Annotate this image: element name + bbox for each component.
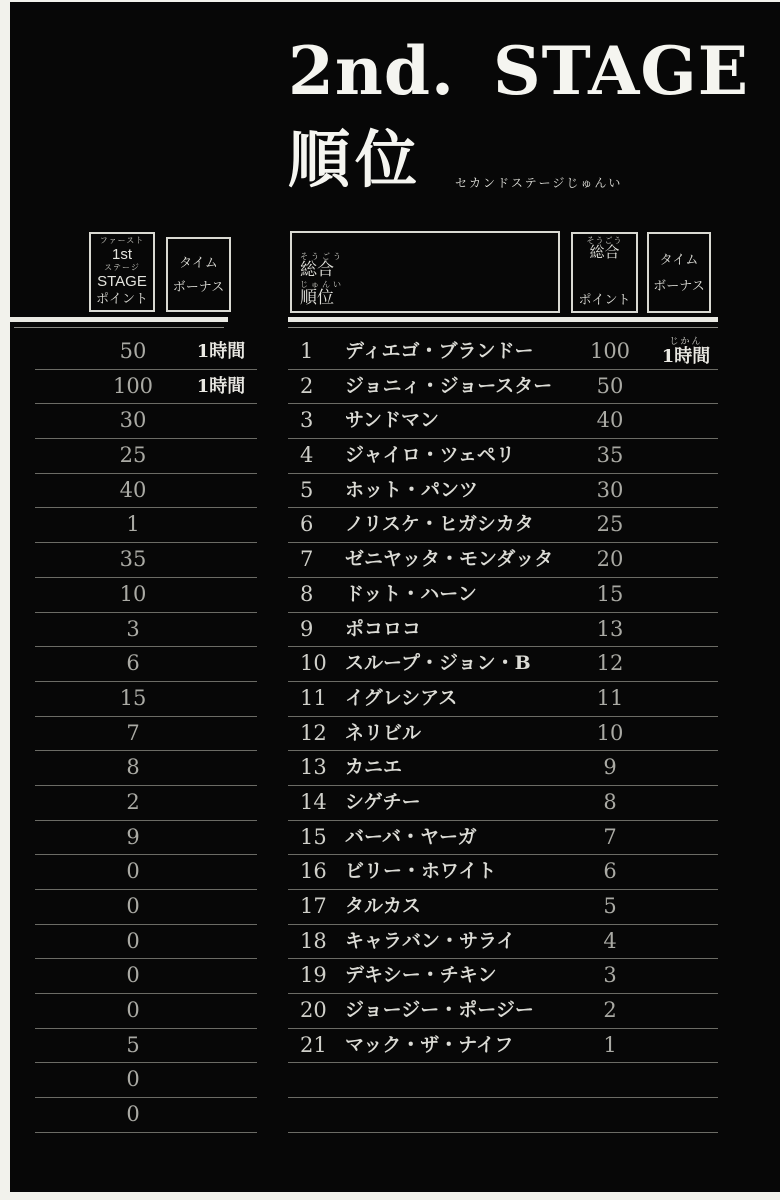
scan-edge-top: [0, 0, 780, 2]
first-stage-row: [35, 1063, 257, 1098]
first-stage-points-value: 5: [126, 1032, 140, 1057]
rank-group: [300, 281, 550, 307]
racer-name: ネリビル: [345, 721, 422, 744]
first-stage-points-value: 35: [119, 547, 147, 572]
furigana-sougou: そうごう: [300, 252, 344, 261]
first-stage-row: [35, 751, 257, 786]
overall-points-value: 4: [603, 928, 617, 953]
first-stage-row: [35, 613, 257, 648]
overall-ranking-table: [288, 335, 718, 1133]
ranking-row: [288, 890, 718, 925]
rank-number: 17: [300, 894, 327, 918]
first-stage-points-value: 0: [126, 894, 140, 918]
racer-name: スループ・ジョン・B: [345, 652, 531, 675]
ranking-row: [288, 1029, 718, 1064]
header-rule-right-thin: [288, 327, 718, 328]
first-stage-points-value: 1: [126, 512, 140, 537]
rank-number: 4: [300, 443, 314, 468]
first-stage-row: [35, 578, 257, 613]
first-stage-points-value: 10: [119, 581, 147, 606]
rank-number: 14: [300, 789, 327, 814]
racer-name: デキシー・チキン: [345, 964, 497, 987]
racer-name: シゲチー: [345, 790, 421, 813]
ranking-row: [288, 786, 718, 821]
first-stage-row: [35, 855, 257, 890]
racer-name: タルカス: [345, 895, 422, 917]
scan-edge-left: [0, 0, 10, 1200]
header-rule-left: [10, 317, 228, 322]
header-rule-left-thin: [14, 327, 224, 328]
ranking-row: [288, 717, 718, 752]
first-stage-row: [35, 508, 257, 543]
racer-name: バーバ・ヤーガ: [345, 825, 477, 848]
rank-number: 9: [300, 616, 314, 641]
first-stage-row: [35, 474, 257, 509]
rank-number: 12: [300, 720, 327, 745]
overall-points-value: 2: [603, 998, 617, 1023]
racer-name: ビリー・ホワイト: [345, 860, 497, 883]
first-stage-points-value: 6: [126, 651, 140, 676]
ranking-row: [288, 508, 718, 543]
overall-points-value: 13: [596, 616, 624, 641]
overall-points-value: 40: [596, 408, 624, 433]
time-bonus-furigana: じかん: [669, 336, 703, 347]
first-stage-points-value: 0: [126, 859, 140, 884]
ranking-row: [288, 925, 718, 960]
overall-points-value: 5: [603, 894, 617, 918]
first-stage-points-value: 40: [119, 477, 147, 502]
ranking-row: [288, 751, 718, 786]
first-stage-row: [35, 890, 257, 925]
page-title-furigana: セカンドステージじゅんい: [455, 176, 623, 190]
bonus-label: ボーナス: [172, 278, 225, 294]
ranking-row: [288, 1098, 718, 1133]
rank-number: 8: [300, 581, 314, 606]
page-title: 2nd. STAGE: [288, 32, 750, 110]
page-title-kanji: 順位: [288, 123, 423, 196]
header-time-bonus-left: [166, 237, 231, 312]
first-stage-row: [35, 717, 257, 752]
overall-points-value: 7: [603, 824, 617, 849]
rank-label: 順位: [300, 288, 334, 307]
rank-number: 10: [300, 651, 327, 676]
first-stage-row: [35, 682, 257, 717]
racer-name: ポコロコ: [345, 617, 422, 640]
first-stage-points-value: 0: [126, 1102, 140, 1127]
first-stage-row: [35, 439, 257, 474]
first-stage-points-column: [35, 335, 257, 1133]
scan-edge-bottom: [0, 1192, 780, 1200]
header-stage-label: STAGE: [97, 272, 147, 290]
furigana-sougou-points: そうごう: [586, 236, 623, 245]
ranking-row: [288, 682, 718, 717]
overall-label: 総合: [300, 260, 334, 279]
racer-name: イグレシアス: [345, 686, 458, 709]
rank-number: 7: [300, 547, 314, 572]
racer-name: ジョージー・ポージー: [345, 999, 534, 1022]
header-1st-stage-points: [89, 232, 155, 312]
rank-number: 15: [300, 824, 327, 849]
overall-points-value: 20: [596, 547, 624, 572]
overall-points-value: 6: [603, 859, 617, 884]
first-stage-row: [35, 994, 257, 1029]
racer-name: カニエ: [345, 756, 403, 779]
rank-number: 16: [300, 859, 327, 884]
first-stage-points-value: 2: [126, 789, 140, 814]
first-stage-points-value: 0: [126, 998, 140, 1023]
overall-points-value: 25: [596, 512, 624, 537]
ranking-row: [288, 613, 718, 648]
ranking-row: [288, 474, 718, 509]
first-stage-row: [35, 647, 257, 682]
time-bonus-value: 1時間: [661, 345, 711, 367]
first-stage-points-value: 0: [126, 963, 140, 988]
first-stage-row: [35, 1098, 257, 1133]
rank-number: 1: [300, 339, 314, 363]
first-stage-points-value: 0: [126, 928, 140, 953]
time-bonus-cell: [650, 335, 722, 369]
racer-name: サンドマン: [345, 409, 440, 432]
racer-name: マック・ザ・ナイフ: [345, 1033, 514, 1056]
overall-points-top: [587, 237, 623, 261]
first-stage-points-value: 100: [112, 373, 154, 398]
first-stage-points-value: 7: [126, 720, 140, 745]
racer-name: ジョニィ・ジョースター: [345, 374, 553, 397]
rank-number: 2: [300, 373, 314, 398]
ranking-row: [288, 821, 718, 856]
overall-points-value: 50: [596, 373, 624, 398]
rank-number: 3: [300, 408, 314, 433]
overall-points-value: 11: [596, 685, 624, 710]
overall-points-value: 30: [596, 477, 624, 502]
bonus-label-right: ボーナス: [653, 277, 705, 293]
ranking-row: [288, 578, 718, 613]
ranking-row: [288, 335, 718, 370]
time-bonus-value: 1時間: [196, 375, 246, 397]
first-stage-row: [35, 404, 257, 439]
overall-points-value: 9: [603, 755, 617, 780]
overall-points-value: 10: [596, 720, 624, 745]
points-label: ポイント: [578, 292, 631, 307]
first-stage-row: [35, 1029, 257, 1064]
racer-name: ジャイロ・ツェペリ: [345, 444, 515, 467]
rank-number: 6: [300, 512, 314, 537]
overall-label-2: 総合: [589, 244, 620, 261]
first-stage-row: [35, 370, 257, 405]
overall-group: [300, 253, 550, 279]
rank-number: 18: [300, 928, 327, 953]
overall-points-value: 35: [596, 443, 624, 468]
first-stage-points-value: 8: [126, 755, 140, 780]
ranking-row: [288, 404, 718, 439]
first-stage-points-value: 9: [126, 824, 140, 849]
racer-name: ホット・パンツ: [345, 478, 479, 501]
racer-name: ドット・ハーン: [345, 582, 477, 605]
ranking-row: [288, 994, 718, 1029]
page-background: [10, 2, 780, 1192]
header-overall-points: [571, 232, 638, 313]
time-bonus-value: 1時間: [196, 341, 246, 362]
rank-number: 11: [300, 685, 327, 710]
time-label: タイム: [179, 254, 218, 270]
rank-number: 19: [300, 963, 327, 988]
first-stage-row: [35, 925, 257, 960]
overall-points-value: 100: [589, 339, 631, 363]
header-points-label: ポイント: [95, 291, 148, 306]
header-time-bonus-right: [647, 232, 711, 313]
first-stage-row: [35, 786, 257, 821]
first-stage-points-value: 25: [119, 443, 147, 468]
racer-name: ディエゴ・ブランドー: [345, 340, 534, 362]
first-stage-row: [35, 335, 257, 370]
racer-name: ゼニヤッタ・モンダッタ: [345, 548, 554, 571]
furigana-juni: じゅんい: [300, 280, 344, 289]
rank-number: 20: [300, 998, 327, 1023]
overall-points-value: 3: [603, 963, 617, 988]
ranking-row: [288, 647, 718, 682]
ranking-row: [288, 370, 718, 405]
rank-number: 5: [300, 477, 314, 502]
furigana-first: ファースト: [99, 236, 145, 245]
first-stage-row: [35, 959, 257, 994]
header-rule-right: [288, 317, 718, 322]
first-stage-row: [35, 543, 257, 578]
rank-number: 21: [300, 1032, 327, 1057]
time-label-right: タイム: [659, 251, 699, 267]
first-stage-points-value: 30: [119, 408, 147, 433]
ranking-row: [288, 439, 718, 474]
ranking-row: [288, 959, 718, 994]
overall-points-value: 8: [603, 789, 617, 814]
racer-name: ノリスケ・ヒガシカタ: [345, 513, 534, 536]
overall-points-value: 12: [596, 651, 624, 676]
first-stage-row: [35, 821, 257, 856]
first-stage-points-value: 50: [119, 339, 147, 363]
header-overall-rank: [290, 231, 560, 313]
racer-name: キャラバン・サライ: [345, 929, 516, 952]
first-stage-points-value: 3: [126, 616, 140, 641]
rank-number: 13: [300, 755, 327, 780]
furigana-stage: ステージ: [104, 263, 140, 272]
ranking-row: [288, 1063, 718, 1098]
header-1st-label: 1st: [111, 245, 132, 263]
ranking-row: [288, 543, 718, 578]
ranking-row: [288, 855, 718, 890]
first-stage-points-value: 15: [119, 685, 147, 710]
overall-points-value: 1: [603, 1032, 617, 1057]
overall-points-value: 15: [596, 581, 624, 606]
first-stage-points-value: 0: [126, 1067, 140, 1092]
